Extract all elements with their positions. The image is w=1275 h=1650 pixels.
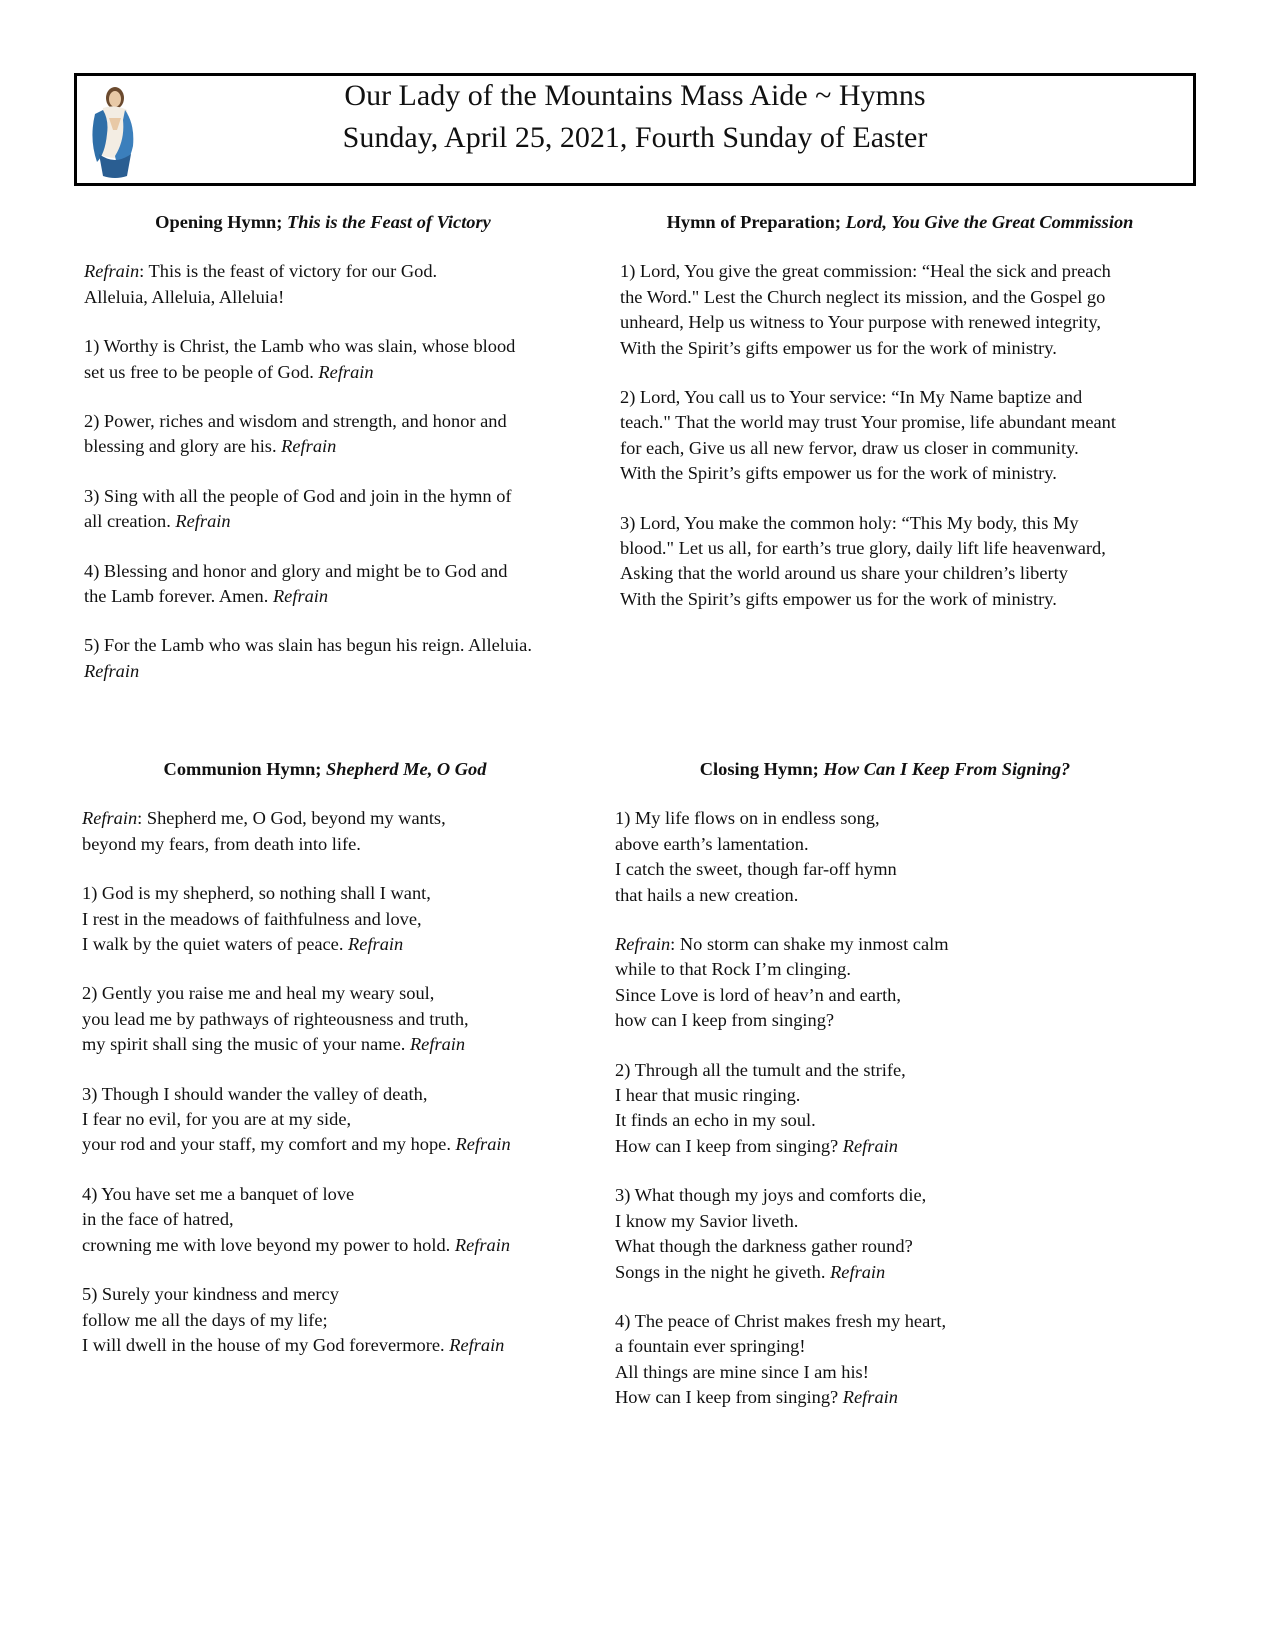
verse: 3) Though I should wander the valley of death, I fear no evil, for you are at my side, your rod and your staff, my comfort and my hope. Refrain (82, 1083, 511, 1155)
section-label: Opening Hymn; (155, 212, 287, 232)
communion-hymn-heading (82, 757, 568, 782)
verse: 2) Power, riches and wisdom and strength, and honor and blessing and glory are his. Refrain (84, 411, 507, 457)
preparation-hymn-heading (620, 210, 1180, 235)
preparation-hymn-section (620, 210, 1190, 636)
verse: 1) God is my shepherd, so nothing shall I want, I rest in the meadows of faithfulness and love, I walk by the quiet waters of peace. Refrain (82, 883, 431, 955)
opening-hymn-section (84, 210, 594, 708)
hymn-title: Lord, You Give the Great Commission (845, 212, 1134, 232)
refrain: Refrain: This is the feast of victory for our God. Alleluia, Alleluia, Alleluia! (84, 261, 438, 307)
page-title: Our Lady of the Mountains Mass Aide ~ Hymns (344, 79, 926, 112)
communion-hymn-section (82, 757, 592, 1382)
verse: 4) The peace of Christ makes fresh my heart, a fountain ever springing! All things are mine since I am his! How can I keep from singing? Refrain (615, 1310, 947, 1408)
page-subtitle: Sunday, April 25, 2021, Fourth Sunday of Easter (342, 121, 928, 154)
hymn-title: How Can I Keep From Signing? (823, 759, 1071, 779)
closing-hymn-heading (615, 757, 1155, 782)
verse: 3) What though my joys and comforts die, I know my Savior liveth. What though the darkness gather round? Songs in the night he giveth. Refrain (615, 1185, 927, 1282)
verse: 3) Sing with all the people of God and join in the hymn of all creation. Refrain (84, 485, 512, 532)
closing-hymn-section (615, 757, 1185, 1435)
refrain: Refrain: No storm can shake my inmost calm while to that Rock I’m clinging. Since Love is lord of heav’n and earth, how can I keep from singing? (615, 934, 949, 1031)
section-label: Hymn of Preparation; (666, 212, 846, 232)
header-box (74, 73, 1196, 186)
verse: 1) Worthy is Christ, the Lamb who was slain, whose blood set us free to be people of God. Refrain (84, 336, 516, 382)
verse: 4) You have set me a banquet of love in the face of hatred, crowning me with love beyond my power to hold. Refrain (82, 1183, 511, 1255)
verse: 3) Lord, You make the common holy: “This My body, this My blood." Let us all, for earth’s true glory, daily lift life heavenward, Asking that the world around us share your children’s liberty With the Spirit’s gifts empower us for the work of ministry. (620, 512, 1106, 609)
section-label: Closing Hymn; (699, 759, 824, 779)
opening-hymn-heading (84, 210, 562, 235)
verse: 5) Surely your kindness and mercy follow me all the days of my life; I will dwell in the house of my God forevermore. Refrain (82, 1284, 505, 1355)
hymn-title: This is the Feast of Victory (286, 212, 491, 232)
refrain: Refrain: Shepherd me, O God, beyond my wants, beyond my fears, from death into life. (82, 808, 446, 854)
verse: 2) Lord, You call us to Your service: “In My Name baptize and teach." That the world may trust Your promise, life abundant meant for each, Give us all new fervor, draw us closer in community. With the Spirit’s gifts empower us for the work of ministry. (620, 387, 1116, 484)
verse: 2) Gently you raise me and heal my weary soul, you lead me by pathways of righteousness and truth, my spirit shall sing the music of your name. Refrain (82, 983, 469, 1055)
verse: 2) Through all the tumult and the strife, I hear that music ringing. It finds an echo in my soul. How can I keep from singing? Refrain (615, 1059, 906, 1156)
verse: 4) Blessing and honor and glory and might be to God and the Lamb forever. Amen. Refrain (84, 560, 508, 607)
verse: 1) Lord, You give the great commission: “Heal the sick and preach the Word." Lest the Church neglect its mission, and the Gospel go unheard, Help us witness to Your purpose with renewed integrity, With the Spirit’s gifts empower us for the work of ministry. (620, 261, 1111, 358)
hymn-title: Shepherd Me, O God (326, 759, 487, 779)
verse: 1) My life flows on in endless song, above earth’s lamentation. I catch the sweet, though far-off hymn that hails a new creation. (615, 808, 897, 905)
section-label: Communion Hymn; (163, 759, 327, 779)
verse: 5) For the Lamb who was slain has begun his reign. Alleluia. Refrain (84, 635, 532, 681)
